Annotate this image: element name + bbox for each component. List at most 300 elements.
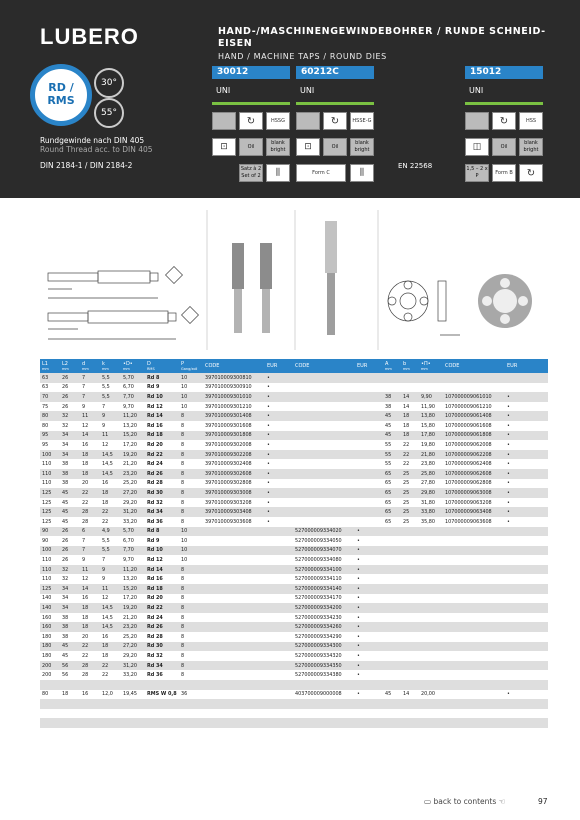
table-row — [40, 690, 548, 700]
header-band — [0, 0, 580, 198]
table-cell — [100, 718, 121, 728]
table-cell — [383, 632, 401, 642]
table-cell: 34 — [60, 431, 80, 441]
table-cell: 9 — [82, 403, 86, 410]
rotation-icon: ↻ — [239, 112, 263, 130]
col-header-unit: mm — [403, 367, 410, 371]
table-cell — [401, 383, 419, 393]
table-cell: 8 — [181, 441, 185, 448]
table-cell: 397010009301408 — [203, 411, 265, 421]
table-cell: 8 — [179, 450, 203, 460]
table-cell: 110 — [40, 565, 60, 575]
table-cell: 5,70 — [121, 527, 145, 537]
table-cell: 527000009334100 — [293, 565, 355, 575]
table-cell — [383, 383, 401, 393]
table-cell: 63 — [42, 384, 49, 391]
table-cell: 125 — [40, 488, 60, 498]
blank-icon — [296, 112, 320, 130]
table-cell — [419, 383, 443, 393]
table-cell: 90 — [42, 537, 49, 544]
table-cell — [401, 555, 419, 565]
table-cell — [293, 392, 355, 402]
table-cell: 22 — [80, 642, 100, 652]
table-row — [40, 622, 548, 632]
col-header-label: •D• — [123, 361, 133, 367]
table-cell: 38 — [62, 614, 69, 621]
pitch-icon: 1,5 – 2 x P — [465, 164, 489, 182]
col-header-unit: mm — [123, 367, 130, 371]
table-cell: 7 — [80, 392, 100, 402]
tap-dimension-drawing — [48, 267, 198, 339]
table-cell — [401, 613, 419, 623]
table-cell — [443, 651, 505, 661]
table-cell: 11 — [100, 584, 121, 594]
table-cell — [293, 450, 355, 460]
table-row — [40, 632, 548, 642]
angle-30-badge: 30° — [94, 68, 124, 98]
table-cell — [265, 527, 293, 537]
table-cell: 22 — [80, 488, 100, 498]
table-cell — [443, 555, 505, 565]
col-header — [265, 359, 293, 373]
table-row — [40, 421, 548, 431]
tap-shape-icon: ⊡ — [296, 138, 320, 156]
col-header-unit: mm — [42, 367, 49, 371]
table-cell: Rd 14 — [145, 565, 179, 575]
table-cell — [383, 555, 401, 565]
table-cell — [40, 699, 60, 709]
table-cell: 33,20 — [123, 518, 138, 525]
table-cell: 25 — [401, 469, 419, 479]
table-cell — [419, 670, 443, 680]
table-cell — [80, 699, 100, 709]
table-cell — [355, 373, 383, 383]
code-badge-2: 60212C — [296, 66, 374, 79]
table-cell: • — [267, 441, 270, 448]
table-cell: 8 — [181, 633, 185, 640]
table-cell: 95 — [40, 431, 60, 441]
table-cell: 6 — [80, 527, 100, 537]
table-cell: • — [507, 480, 510, 487]
table-cell: 12 — [102, 441, 109, 448]
table-cell — [401, 536, 419, 546]
table-cell: 65 — [383, 469, 401, 479]
table-cell — [355, 488, 383, 498]
table-cell — [355, 440, 383, 450]
table-cell: 527000009334380 — [295, 672, 342, 679]
table-cell — [355, 469, 383, 479]
table-cell: 7 — [102, 403, 106, 410]
table-cell — [401, 373, 419, 383]
table-cell: 6,70 — [123, 537, 134, 544]
page-title: HAND-/MASCHINENGEWINDEBOHRER / RUNDE SCHNEID-EISEN — [218, 26, 546, 49]
table-cell — [443, 373, 505, 383]
col-header-unit: Gang/zoll — [181, 367, 198, 371]
table-cell — [293, 517, 355, 527]
table-cell: 55 — [385, 441, 392, 448]
table-cell: 107000009062008 — [445, 441, 492, 448]
table-cell: • — [357, 614, 360, 621]
table-cell — [505, 642, 548, 652]
table-cell: 28 — [82, 672, 89, 679]
table-cell — [505, 565, 548, 575]
table-cell: • — [507, 518, 510, 525]
table-cell — [443, 699, 505, 709]
table-cell — [203, 699, 265, 709]
table-cell — [145, 699, 179, 709]
table-cell — [203, 642, 265, 652]
table-cell — [505, 536, 548, 546]
table-cell: 26 — [60, 373, 80, 383]
rotation-icon: ↻ — [323, 112, 347, 130]
table-cell: • — [507, 461, 510, 468]
table-row — [40, 670, 548, 680]
table-cell: 10 — [179, 546, 203, 556]
table-cell — [203, 690, 265, 700]
table-row — [40, 661, 548, 671]
table-cell: • — [267, 403, 270, 410]
table-cell: 100 — [40, 450, 60, 460]
table-cell: Rd 28 — [147, 633, 163, 640]
table-cell: 28 — [80, 507, 100, 517]
table-cell: • — [265, 411, 293, 421]
die-drawing — [388, 281, 460, 335]
table-cell: 38 — [62, 461, 69, 468]
table-cell — [401, 527, 419, 537]
table-cell — [293, 440, 355, 450]
table-cell: 70 — [40, 392, 60, 402]
tap-photo-2 — [260, 243, 272, 333]
table-cell — [419, 574, 443, 584]
table-cell — [179, 709, 203, 719]
table-cell: 32 — [60, 411, 80, 421]
table-cell: 8 — [181, 653, 185, 660]
table-cell: Rd 18 — [145, 431, 179, 441]
table-cell: Rd 22 — [145, 450, 179, 460]
table-cell: 18 — [80, 450, 100, 460]
table-cell: 7 — [80, 546, 100, 556]
table-cell: 397010009303208 — [205, 499, 252, 506]
table-cell: • — [505, 469, 548, 479]
col-header — [355, 359, 383, 373]
table-cell — [401, 642, 419, 652]
form-c-icon: Form C — [296, 164, 346, 182]
table-cell: 397010009302208 — [203, 450, 265, 460]
table-cell — [443, 690, 505, 700]
table-cell — [293, 431, 355, 441]
table-cell: 107000009063008 — [443, 488, 505, 498]
table-cell: 9 — [102, 576, 106, 583]
table-cell — [179, 699, 203, 709]
blank-bright-icon: blank bright — [266, 138, 290, 156]
col-header-label: A — [385, 361, 389, 367]
table-cell: 22 — [82, 499, 89, 506]
table-cell — [355, 383, 383, 393]
table-cell — [383, 536, 401, 546]
table-cell — [505, 651, 548, 661]
col-header-unit: mm — [82, 367, 89, 371]
table-cell: 23,20 — [121, 469, 145, 479]
table-cell: Rd 10 — [145, 392, 179, 402]
col-header-unit: RMS — [147, 367, 155, 371]
table-cell: 35,80 — [421, 518, 436, 525]
table-row — [40, 603, 548, 613]
table-cell — [505, 709, 548, 719]
table-row — [40, 594, 548, 604]
table-cell: 160 — [40, 622, 60, 632]
table-row — [40, 718, 548, 728]
table-cell — [383, 373, 401, 383]
table-cell: 5,70 — [121, 373, 145, 383]
table-cell: 527000009334260 — [293, 622, 355, 632]
table-cell: 9 — [100, 565, 121, 575]
table-cell — [203, 584, 265, 594]
table-cell: 18 — [80, 603, 100, 613]
table-cell — [383, 594, 401, 604]
table-cell — [265, 709, 293, 719]
table-cell: 28 — [82, 518, 89, 525]
table-cell — [505, 527, 548, 537]
table-cell: 110 — [42, 480, 52, 487]
table-row — [40, 498, 548, 508]
table-cell: 22 — [82, 653, 89, 660]
table-cell: 11 — [80, 411, 100, 421]
table-cell: 9 — [82, 557, 86, 564]
table-cell: 107000009062808 — [445, 480, 492, 487]
table-cell: • — [507, 441, 510, 448]
table-cell — [505, 546, 548, 556]
table-cell — [443, 527, 505, 537]
table-cell: Rd 20 — [147, 441, 163, 448]
table-cell: • — [505, 411, 548, 421]
hss-icon: HSS — [519, 112, 543, 130]
table-cell: 17,80 — [419, 431, 443, 441]
col-header-label: EUR — [357, 363, 368, 369]
table-cell: 45 — [383, 431, 401, 441]
table-cell — [505, 622, 548, 632]
table-cell — [383, 651, 401, 661]
table-cell — [443, 594, 505, 604]
table-cell: Rd 12 — [147, 557, 163, 564]
table-cell: 22 — [100, 507, 121, 517]
table-cell — [443, 574, 505, 584]
table-row — [40, 536, 548, 546]
table-body — [40, 373, 548, 728]
table-cell: 26 — [60, 392, 80, 402]
table-cell — [505, 603, 548, 613]
table-cell: 9,70 — [123, 403, 134, 410]
table-cell: 12 — [82, 422, 89, 429]
table-cell: • — [265, 450, 293, 460]
table-cell: • — [355, 565, 383, 575]
form-b-icon: Form B — [492, 164, 516, 182]
table-cell: 10 — [179, 527, 203, 537]
table-cell: 16 — [102, 633, 109, 640]
table-cell: 107000009063608 — [445, 518, 492, 525]
table-cell — [419, 546, 443, 556]
table-cell: 45 — [383, 411, 401, 421]
table-cell: 14 — [403, 691, 410, 698]
table-row — [40, 642, 548, 652]
table-cell — [203, 709, 265, 719]
table-cell — [443, 632, 505, 642]
table-cell: Rd 22 — [145, 603, 179, 613]
table-row — [40, 507, 548, 517]
table-cell — [293, 680, 355, 690]
col-header-label: k — [102, 361, 105, 367]
circle-label-2: RMS — [47, 94, 75, 107]
uni-label-3: UNI — [469, 86, 484, 95]
table-cell: 27,20 — [121, 642, 145, 652]
table-cell — [419, 699, 443, 709]
table-cell: Rd 32 — [147, 499, 163, 506]
table-row — [40, 613, 548, 623]
table-cell — [293, 421, 355, 431]
table-cell: 28 — [80, 661, 100, 671]
table-cell: 8 — [179, 603, 203, 613]
table-cell — [419, 632, 443, 642]
page-number: 97 — [538, 797, 548, 806]
thread-en: Round Thread acc. to DIN 405 — [40, 145, 153, 154]
table-cell: 20,00 — [421, 691, 436, 698]
table-cell: 397010009301608 — [205, 422, 252, 429]
table-cell: 65 — [385, 480, 392, 487]
table-cell: 18 — [102, 499, 109, 506]
table-cell: 110 — [42, 576, 52, 583]
table-cell: 26 — [62, 557, 69, 564]
table-cell: 17,20 — [123, 441, 138, 448]
table-cell — [265, 699, 293, 709]
table-cell — [265, 594, 293, 604]
table-cell: Rd 24 — [147, 461, 163, 468]
col-header — [383, 359, 401, 373]
uni-label-1: UNI — [216, 86, 231, 95]
table-cell — [293, 383, 355, 393]
table-cell: 32 — [62, 422, 69, 429]
table-cell — [419, 651, 443, 661]
table-cell: 11,90 — [421, 403, 436, 410]
table-cell: 21,80 — [419, 450, 443, 460]
table-cell: 527000009334230 — [295, 614, 342, 621]
table-cell — [40, 709, 60, 719]
col-header-label: L1 — [42, 361, 48, 367]
table-cell — [121, 718, 145, 728]
code-badge-1: 30012 — [212, 66, 290, 79]
table-cell — [80, 709, 100, 719]
table-row — [40, 440, 548, 450]
table-cell: Rd 30 — [145, 488, 179, 498]
table-cell: Rd 12 — [147, 403, 163, 410]
table-cell — [505, 699, 548, 709]
table-cell — [383, 699, 401, 709]
table-cell — [203, 661, 265, 671]
table-cell: 22 — [403, 461, 410, 468]
table-cell: 31,20 — [121, 661, 145, 671]
table-cell: 4,9 — [100, 527, 121, 537]
table-row — [40, 546, 548, 556]
table-cell — [203, 546, 265, 556]
table-cell — [265, 622, 293, 632]
table-cell: 23,20 — [121, 622, 145, 632]
table-cell: 19,20 — [121, 603, 145, 613]
back-to-contents-link[interactable] — [424, 797, 505, 806]
table-cell: 8 — [181, 422, 185, 429]
table-cell: 22 — [403, 441, 410, 448]
table-cell — [505, 555, 548, 565]
table-cell — [145, 680, 179, 690]
table-cell: 140 — [42, 595, 52, 602]
table-cell: 397010009302408 — [205, 461, 252, 468]
table-row — [40, 565, 548, 575]
table-cell — [505, 680, 548, 690]
table-cell — [203, 613, 265, 623]
table-cell: 56 — [60, 661, 80, 671]
die-shape-icon: ◫ — [465, 138, 489, 156]
table-cell: 14,5 — [100, 469, 121, 479]
table-cell — [419, 527, 443, 537]
table-cell — [383, 584, 401, 594]
rotation-icon: ↻ — [492, 112, 516, 130]
table-cell: 14,5 — [100, 622, 121, 632]
table-cell: 180 — [42, 653, 52, 660]
col-header-label: L2 — [62, 361, 68, 367]
table-cell — [383, 613, 401, 623]
table-cell — [265, 651, 293, 661]
table-cell — [293, 699, 355, 709]
table-cell: 20 — [82, 480, 89, 487]
table-cell: 56 — [62, 672, 69, 679]
table-cell — [383, 680, 401, 690]
col-header-unit: mm — [102, 367, 109, 371]
page-subtitle: HAND / MACHINE TAPS / ROUND DIES — [218, 52, 387, 61]
table-cell: • — [355, 661, 383, 671]
table-cell — [419, 718, 443, 728]
table-cell: Rd 20 — [147, 595, 163, 602]
table-cell: 19,80 — [421, 441, 436, 448]
rd-rms-circle — [30, 64, 92, 126]
table-cell: 14 — [80, 431, 100, 441]
table-cell — [443, 383, 505, 393]
table-cell: • — [355, 527, 383, 537]
table-cell — [443, 670, 505, 680]
table-cell: 33,80 — [419, 507, 443, 517]
table-cell: 397010009302008 — [205, 441, 252, 448]
table-cell: 10 — [179, 373, 203, 383]
table-cell — [401, 603, 419, 613]
table-cell — [121, 709, 145, 719]
table-cell: 403700009000008 — [295, 691, 342, 698]
table-cell — [203, 680, 265, 690]
table-cell: 125 — [42, 518, 52, 525]
table-cell: 26 — [60, 546, 80, 556]
table-cell: 9 — [100, 411, 121, 421]
table-cell: Rd 10 — [145, 546, 179, 556]
table-cell — [505, 661, 548, 671]
table-cell — [355, 411, 383, 421]
table-cell: 45 — [60, 507, 80, 517]
table-cell — [203, 574, 265, 584]
table-cell: 18 — [100, 642, 121, 652]
table-cell — [293, 488, 355, 498]
table-cell — [401, 622, 419, 632]
table-cell: 8 — [181, 576, 185, 583]
table-cell: 8 — [179, 411, 203, 421]
table-cell — [121, 699, 145, 709]
table-cell — [383, 718, 401, 728]
table-cell: • — [265, 431, 293, 441]
table-cell: • — [357, 595, 360, 602]
table-cell: Rd 36 — [147, 672, 163, 679]
